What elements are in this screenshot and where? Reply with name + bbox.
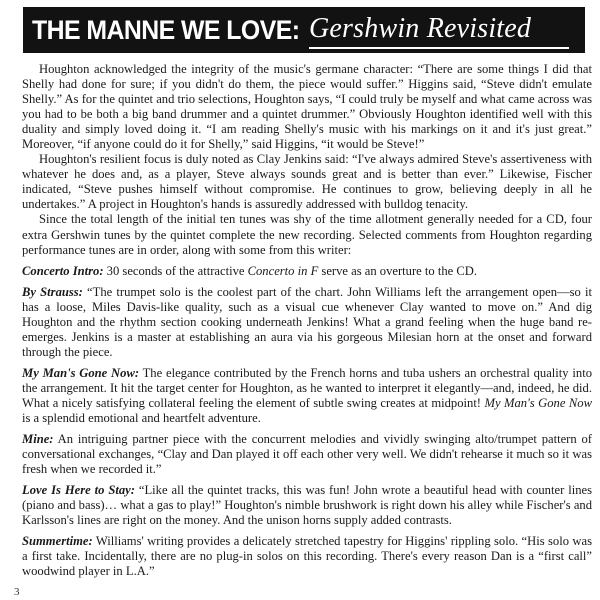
subtitle-underline [309, 47, 569, 49]
tune-entry-mine [22, 432, 592, 477]
tune-text: “The trumpet solo is the coolest part of the chart. John Williams left the arrangement open—so it has a loose, Miles Davis-like quality, such as a visual cue whenever Clay wanted to move on.” And dig Houghton and the rhythm section cooking underneath Jenkins! What a grand feeling when the huge band re-emerges. Jenkins is a master at establishing an aura via his gorgeous Milesian horn at the onset and forward through the piece. [22, 284, 593, 359]
tune-text: The elegance contributed by the French horns and tuba ushers an orchestral quality into the arrangement. It hit the target center for Houghton, as he wanted to interpret it elegantly—and, indeed, he did. What a nicely satisfying collateral feeling the element of subtle swing creates at midpoint! [22, 365, 592, 410]
tune-label: My Man's Gone Now: [22, 365, 140, 380]
page-subtitle: Gershwin Revisited [309, 13, 532, 44]
paragraph-3: Since the total length of the initial ten tunes was shy of the time allotment generally needed for a CD, four extra Gershwin tunes by the quintet complete the new recording. Selected comments from Houghton regarding performance tunes are in order, along with some from this writer: [22, 212, 592, 257]
tune-entry-my-mans-gone-now [22, 366, 592, 426]
tune-label: Summertime: [22, 534, 93, 549]
page-title: THE MANNE WE LOVE: [32, 14, 300, 45]
tune-text: An intriguing partner piece with the concurrent melodies and vividly swinging alto/trumpet pattern of conversational exchanges, “Clay and Dan played it off each other very well. We didn't rehearse it much so it was fresh when we recorded it.” [22, 432, 592, 477]
tune-entry-love-is-here-to-stay [22, 483, 592, 528]
tune-text: Williams' writing provides a delicately stretched tapestry for Higgins' rippling solo. “His solo was a first take. Incidentally, there are no plug-in solos on this recording. There's every reason Dan is a “first call” woodwind player in L.A.” [22, 534, 592, 579]
tune-text: “Like all the quintet tracks, this was fun! John wrote a beautiful head with counter lines (piano and bass)… what a gas to play!” Houghton's nimble brushwork is right down his alley while Fischer's and Karlsson's lines are right on the money. And the unison horns supply added contrasts. [22, 483, 592, 528]
paragraph-2: Houghton's resilient focus is duly noted as Clay Jenkins said: “I've always admired Steve's assertiveness with whatever he does and, as a player, Steve always sounds great and is better than ever.” Likewise, Fischer indicated, “Steve pushes himself without compromise. He continues to grow, believing deeply in all he undertakes.” A project in Houghton's hands is assuredly addressed with bulldog tenacity. [22, 152, 592, 212]
article-body [22, 62, 592, 586]
tune-label: Love Is Here to Stay: [22, 483, 135, 498]
tune-text: is a splendid emotional and heartfelt adventure. [22, 411, 261, 426]
tune-label: Concerto Intro: [22, 263, 104, 278]
tune-text: serve as an overture to the CD. [318, 263, 478, 278]
title-banner [23, 7, 585, 53]
tune-entry-concerto-intro [22, 264, 592, 279]
tune-label: By Strauss: [22, 284, 83, 299]
paragraph-1: Houghton acknowledged the integrity of the music's germane character: “There are some things I did that Shelly had done for sure; if you didn't do them, the piece would suffer.” Higgins said, “Steve didn't emulate Shelly.” As for the quintet and trio selections, Houghton says, “I could truly be myself and what came across was you had to be both a big band drummer and a quintet drummer.” Obviously Houghton identified well with this duality and simply loved doing it. “I am reading Shelly's music with his markings on it and it's just great.” Moreover, “if anyone could do it for Shelly,” said Higgins, “it would be Steve!” [22, 62, 592, 152]
tune-text: 30 seconds of the attractive [103, 263, 248, 278]
tune-title-italic: My Man's Gone Now [484, 395, 592, 410]
tune-label: Mine: [22, 432, 54, 447]
tune-entry-summertime [22, 534, 592, 579]
tune-entry-by-strauss [22, 285, 592, 360]
tune-title-italic: Concerto in F [247, 263, 319, 278]
page-number: 3 [14, 586, 20, 598]
